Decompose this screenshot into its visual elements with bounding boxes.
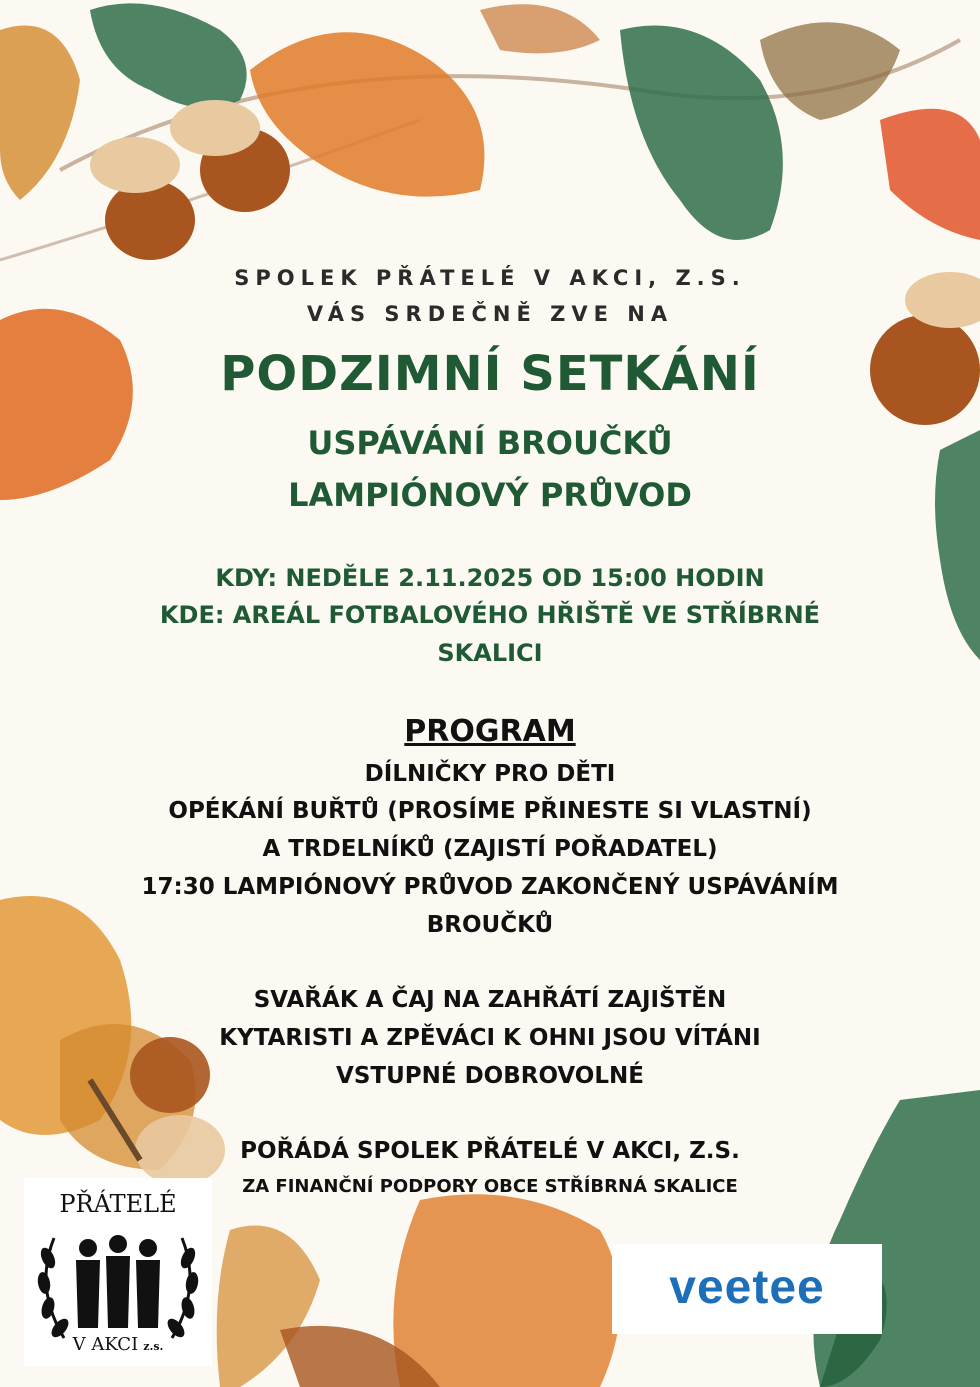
extra-line: VSTUPNÉ DOBROVOLNÉ [336,1063,644,1089]
event-when: KDY: NEDĚLE 2.11.2025 OD 15:00 HODIN [215,564,765,592]
extra-line: KYTARISTI A ZPĚVÁCI K OHNI JSOU VÍTÁNI [219,1025,761,1051]
event-where-cont: SKALICI [437,639,543,667]
footer-support: ZA FINANČNÍ PODPORY OBCE STŘÍBRNÁ SKALICE [242,1176,738,1197]
organizer-heading: SPOLEK PŘÁTELÉ V AKCI, Z.S. [234,266,746,290]
veetee-logo [612,1244,882,1334]
event-subtitle-2: LAMPIÓNOVÝ PRŮVOD [288,476,692,514]
program-heading: PROGRAM [404,714,576,749]
veetee-wordmark: veetee [669,1261,825,1314]
logo-text-bottom: V AKCI [72,1334,139,1355]
event-title: PODZIMNÍ SETKÁNÍ [220,346,760,402]
logo-text-top: PŘÁTELÉ [59,1190,177,1218]
event-subtitle-1: USPÁVÁNÍ BROUČKŮ [307,424,673,462]
event-where: KDE: AREÁL FOTBALOVÉHO HŘIŠTĚ VE STŘÍBRNÉ [159,601,821,629]
invite-line: VÁS SRDEČNĚ ZVE NA [306,302,674,326]
logo-text-suffix: z.s. [143,1340,164,1353]
extra-line: SVAŘÁK A ČAJ NA ZAHŘÁTÍ ZAJIŠTĚN [253,987,727,1013]
pratele-v-akci-logo [24,1178,212,1366]
program-line: BROUČKŮ [426,912,554,938]
footer-organizer: POŘÁDÁ SPOLEK PŘÁTELÉ V AKCI, Z.S. [240,1138,740,1164]
program-line: A TRDELNÍKŮ (ZAJISTÍ POŘADATEL) [262,836,718,862]
program-line: OPÉKÁNÍ BUŘTŮ (PROSÍME PŘINESTE SI VLASTNÍ) [168,798,812,824]
program-line: DÍLNIČKY PRO DĚTI [364,761,616,787]
program-line: 17:30 LAMPIÓNOVÝ PRŮVOD ZAKONČENÝ USPÁVÁNÍM [141,874,839,900]
